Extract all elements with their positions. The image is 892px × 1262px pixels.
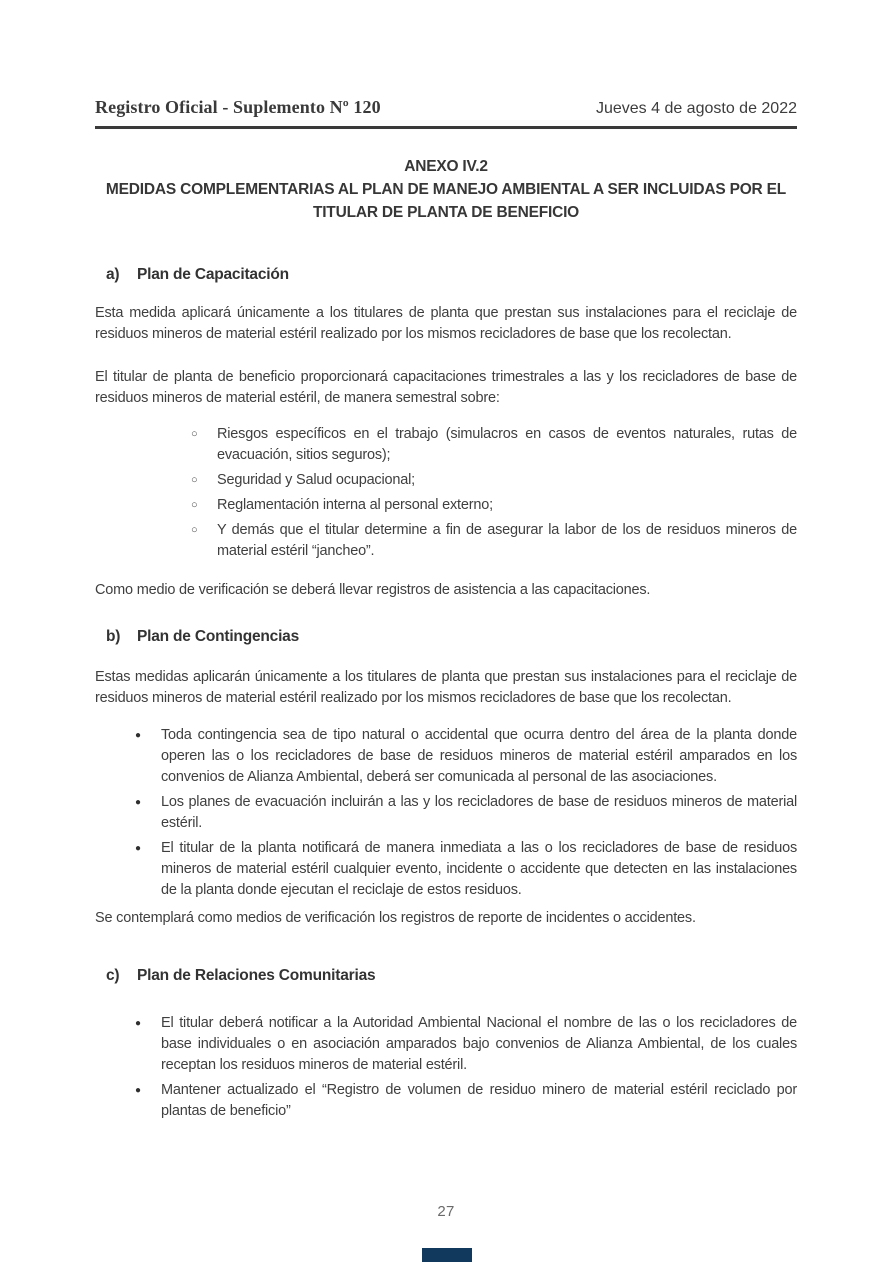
page-number: 27 xyxy=(437,1203,455,1220)
section-c-bullet-list xyxy=(95,1013,797,1122)
section-a-paragraph-2: El titular de planta de beneficio proporcionará capacitaciones trimestrales a las y los recicladores de base de residuos mineros de material estéril, de manera semestral sobre: xyxy=(95,369,797,406)
section-c-heading-text: Plan de Relaciones Comunitarias xyxy=(137,966,376,984)
page-header xyxy=(95,97,797,118)
list-item xyxy=(95,520,797,562)
list-item-text: Riesgos específicos en el trabajo (simulacros en casos de eventos naturales, rutas de evacuación, sitios seguros); xyxy=(217,425,797,463)
list-item xyxy=(95,470,797,491)
section-b-heading xyxy=(95,628,797,646)
list-item-text: Los planes de evacuación incluirán a las y los recicladores de base de residuos mineros de material estéril. xyxy=(161,793,797,831)
section-a-label: a) xyxy=(106,266,120,283)
section-c-label: c) xyxy=(106,966,120,984)
circle-bullet-icon: ○ xyxy=(191,473,198,486)
list-item-text: El titular deberá notificar a la Autoridad Ambiental Nacional el nombre de las o los recicladores de base individuales o en asociación amparados bajo convenios de Alianza Ambiental, de los cuales receptan los residuos mineros de material estéril. xyxy=(161,1014,797,1073)
section-b-bullet-list xyxy=(95,725,797,901)
list-item xyxy=(95,838,797,901)
list-item-text: Mantener actualizado el “Registro de volumen de residuo minero de material estéril reciclado por plantas de beneficio” xyxy=(161,1081,797,1119)
section-b-label: b) xyxy=(106,627,121,645)
section-b-paragraph-2: Se contemplará como medios de verificación los registros de reporte de incidentes o accidentes. xyxy=(95,909,696,926)
publication-title: Registro Oficial - Suplemento Nº 120 xyxy=(95,97,381,117)
list-item xyxy=(95,792,797,834)
circle-bullet-icon: ○ xyxy=(191,427,198,440)
disc-bullet-icon: ● xyxy=(135,842,142,854)
disc-bullet-icon: ● xyxy=(135,1017,142,1029)
disc-bullet-icon: ● xyxy=(135,796,142,808)
list-item xyxy=(95,424,797,466)
annex-title xyxy=(95,155,797,224)
annex-subtitle: MEDIDAS COMPLEMENTARIAS AL PLAN DE MANEJO AMBIENTAL A SER INCLUIDAS POR EL TITULAR DE PLANTA DE BENEFICIO xyxy=(105,181,787,221)
footer-accent-bar xyxy=(422,1248,472,1262)
list-item-text: Reglamentación interna al personal externo; xyxy=(217,496,493,513)
disc-bullet-icon: ● xyxy=(135,729,142,741)
section-a-bullet-list xyxy=(95,424,797,562)
list-item xyxy=(95,495,797,516)
section-b-heading-text: Plan de Contingencias xyxy=(137,627,300,645)
section-a-paragraph-3: Como medio de verificación se deberá llevar registros de asistencia a las capacitaciones. xyxy=(95,581,651,598)
section-c-heading xyxy=(95,967,797,985)
circle-bullet-icon: ○ xyxy=(191,498,198,511)
header-rule xyxy=(95,126,797,129)
list-item xyxy=(95,725,797,788)
section-a-paragraph-1: Esta medida aplicará únicamente a los titulares de planta que prestan sus instalaciones para el reciclaje de residuos mineros de material estéril realizado por los mismos recicladores de base que los recolectan. xyxy=(95,305,797,342)
list-item-text: Seguridad y Salud ocupacional; xyxy=(217,471,415,488)
section-a-heading-text: Plan de Capacitación xyxy=(137,266,289,283)
list-item-text: Y demás que el titular determine a fin de asegurar la labor de los de residuos mineros de material estéril “jancheo”. xyxy=(217,521,797,559)
list-item xyxy=(95,1013,797,1076)
publication-date: Jueves 4 de agosto de 2022 xyxy=(595,100,797,117)
section-a-heading xyxy=(95,266,797,284)
disc-bullet-icon: ● xyxy=(135,1084,142,1096)
section-b-paragraph-1: Estas medidas aplicarán únicamente a los titulares de planta que prestan sus instalaciones para el reciclaje de residuos mineros de material estéril realizado por los mismos recicladores de base que los recolectan. xyxy=(95,668,797,706)
list-item-text: El titular de la planta notificará de manera inmediata a las o los recicladores de base de residuos mineros de material estéril cualquier evento, incidente o accidente que detecten en las instalaciones de la planta donde ejecutan el reciclaje de estos residuos. xyxy=(161,839,797,898)
annex-number: ANEXO IV.2 xyxy=(404,158,488,175)
list-item-text: Toda contingencia sea de tipo natural o accidental que ocurra dentro del área de la planta donde operen las o los recicladores de base de residuos mineros de material estéril amparados en los convenios de Alianza Ambiental, deberá ser comunicada al personal de las asociaciones. xyxy=(161,726,797,785)
circle-bullet-icon: ○ xyxy=(191,523,198,536)
list-item xyxy=(95,1080,797,1122)
